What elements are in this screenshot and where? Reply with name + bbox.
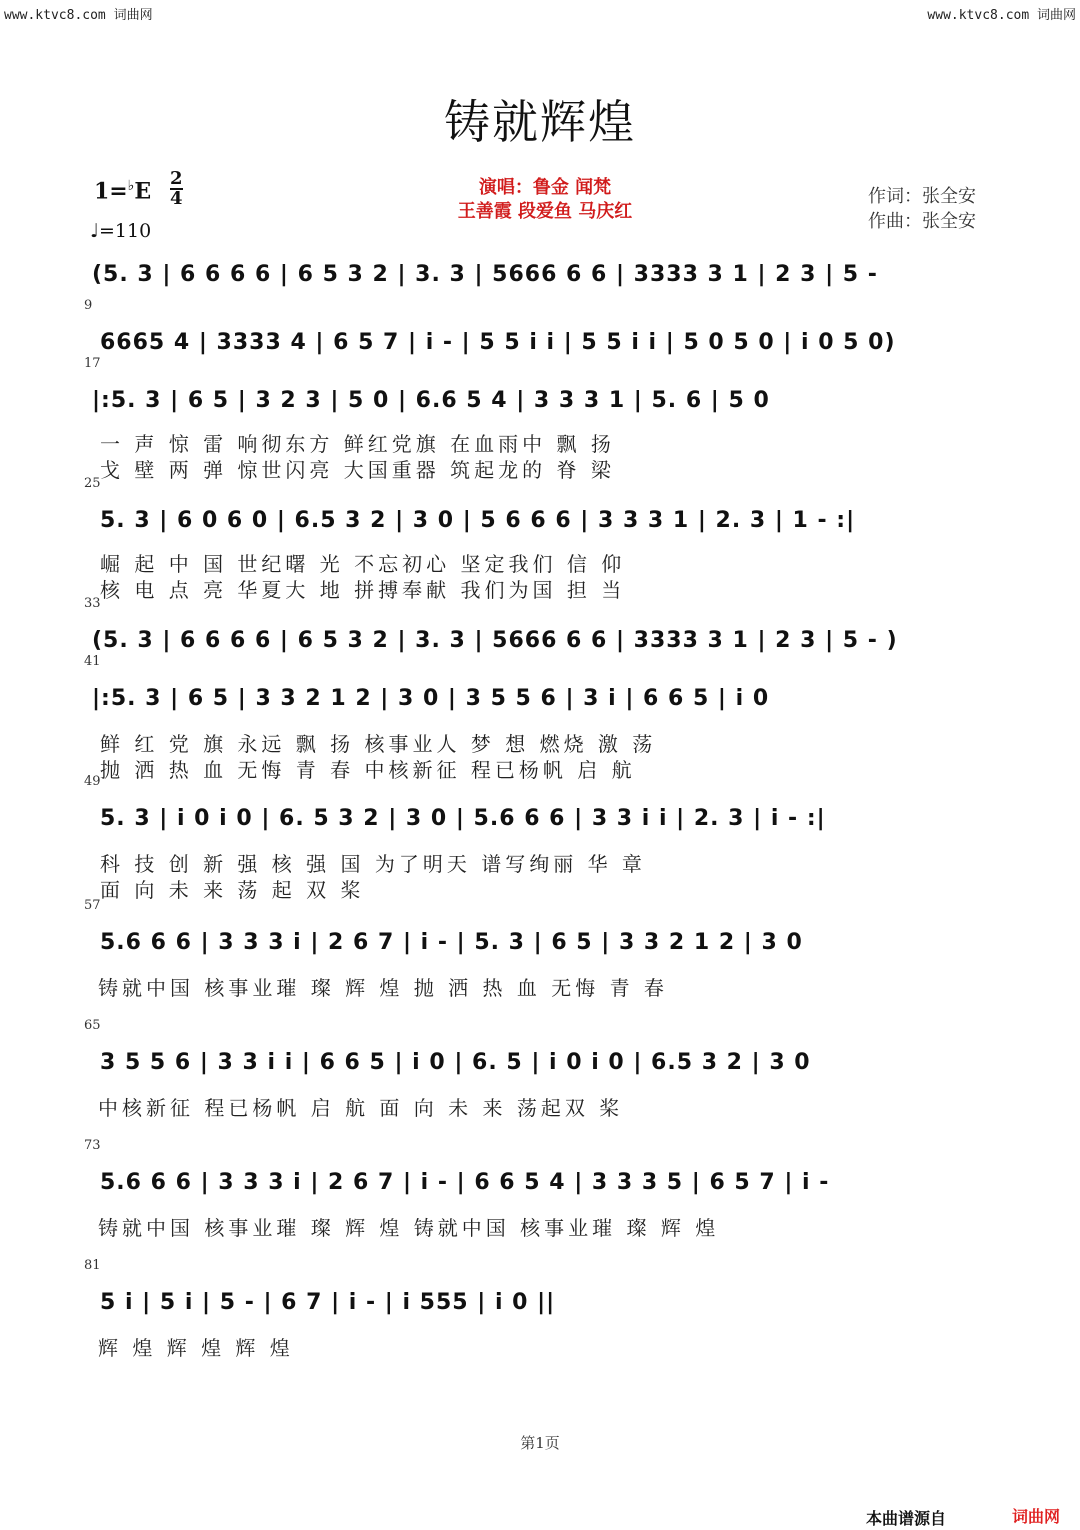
lyrics-verse2: 面 向 未 来 荡 起 双 桨 (100, 878, 365, 902)
notes-line: 6665 4 | 3333 4 | 6 5 7 | i - | 5 5 i i | 5 5 i i | 5 0 5 0 | i 0 5 0) (100, 330, 896, 355)
notes-line: 5.6 6 6 | 3 3 3 i | 2 6 7 | i - | 5. 3 | 6 5 | 3 3 2 1 2 | 3 0 (100, 930, 803, 955)
notes-line: (5. 3 | 6 6 6 6 | 6 5 3 2 | 3. 3 | 5666 6 6 | 3333 3 1 | 2 3 | 5 - ) (92, 628, 898, 653)
lyrics-verse1: 中核新征 程已杨帆 启 航 面 向 未 来 荡起双 桨 (98, 1096, 624, 1120)
score-row-11 (0, 1258, 1080, 1378)
performers (430, 176, 660, 224)
measure-number: 81 (84, 1258, 101, 1273)
lyrics-verse1: 铸就中国 核事业璀 璨 辉 煌 抛 洒 热 血 无悔 青 春 (98, 976, 668, 1000)
composer: 作曲：张全安 (868, 211, 976, 232)
score-row-3 (0, 356, 1080, 482)
score-row-7 (0, 774, 1080, 902)
footer-source: 本曲谱源自 (866, 1509, 947, 1528)
lyrics-verse1: 辉 煌 辉 煌 辉 煌 (98, 1336, 294, 1360)
time-signature-bottom: 4 (170, 188, 183, 209)
lyrics-verse2: 戈 壁 两 弹 惊世闪亮 大国重器 筑起龙的 脊 梁 (100, 458, 615, 482)
lyricist: 作词：张全安 (868, 186, 976, 207)
footer-site-link[interactable]: 词曲网 (1012, 1507, 1061, 1526)
time-signature-top: 2 (170, 168, 183, 189)
time-signature (170, 170, 183, 208)
page-number: 第1页 (520, 1434, 560, 1452)
lyrics-verse2: 抛 洒 热 血 无悔 青 春 中核新征 程已杨帆 启 航 (100, 758, 636, 782)
notes-line: 5.6 6 6 | 3 3 3 i | 2 6 7 | i - | 6 6 5 4 | 3 3 3 5 | 6 5 7 | i - (100, 1170, 830, 1195)
watermark-right: www.ktvc8.com 词曲网 (927, 8, 1076, 23)
lyrics-verse1: 一 声 惊 雷 响彻东方 鲜红党旗 在血雨中 飘 扬 (100, 432, 615, 456)
notes-line: (5. 3 | 6 6 6 6 | 6 5 3 2 | 3. 3 | 5666 6 6 | 3333 3 1 | 2 3 | 5 - (92, 262, 878, 287)
credits (868, 184, 976, 234)
measure-number: 41 (84, 654, 101, 669)
song-title: 铸就辉煌 (444, 95, 636, 149)
score-row-10 (0, 1138, 1080, 1258)
notes-line: 5. 3 | i 0 i 0 | 6. 5 3 2 | 3 0 | 5.6 6 6 | 3 3 i i | 2. 3 | i - :| (100, 806, 826, 831)
measure-number: 49 (84, 774, 101, 789)
tempo-value: =110 (98, 220, 152, 242)
flat-sign: ♭ (127, 178, 135, 194)
measure-number: 33 (84, 596, 101, 611)
notes-line: |:5. 3 | 6 5 | 3 3 2 1 2 | 3 0 | 3 5 5 6 | 3 i | 6 6 5 | i 0 (92, 686, 770, 711)
tempo-marking (90, 220, 151, 242)
notes-line: 3 5 5 6 | 3 3 i i | 6 6 5 | i 0 | 6. 5 | i 0 i 0 | 6.5 3 2 | 3 0 (100, 1050, 811, 1075)
score-row-4 (0, 476, 1080, 602)
measure-number: 65 (84, 1018, 101, 1033)
measure-number: 57 (84, 898, 101, 913)
key-signature (94, 178, 151, 204)
score-row-9 (0, 1018, 1080, 1138)
score-row-8 (0, 898, 1080, 1018)
measure-number: 25 (84, 476, 101, 491)
key-note: E (134, 178, 152, 205)
measure-number: 9 (84, 298, 93, 313)
notes-line: |:5. 3 | 6 5 | 3 2 3 | 5 0 | 6.6 5 4 | 3 3 3 1 | 5. 6 | 5 0 (92, 388, 770, 413)
quarter-note-icon: ♩ (90, 220, 99, 242)
notes-line: 5 i | 5 i | 5 - | 6 7 | i - | i 555 | i 0 || (100, 1290, 556, 1315)
lyrics-verse1: 铸就中国 核事业璀 璨 辉 煌 铸就中国 核事业璀 璨 辉 煌 (98, 1216, 720, 1240)
lyrics-verse1: 鲜 红 党 旗 永远 飘 扬 核事业人 梦 想 燃烧 激 荡 (100, 732, 657, 756)
key-label: 1= (94, 178, 128, 205)
notes-line: 5. 3 | 6 0 6 0 | 6.5 3 2 | 3 0 | 5 6 6 6 | 3 3 3 1 | 2. 3 | 1 - :| (100, 508, 856, 533)
lyrics-verse1: 崛 起 中 国 世纪曙 光 不忘初心 坚定我们 信 仰 (100, 552, 626, 576)
measure-number: 73 (84, 1138, 101, 1153)
lyrics-verse1: 科 技 创 新 强 核 强 国 为了明天 谱写绚丽 华 章 (100, 852, 646, 876)
watermark-left: www.ktvc8.com 词曲网 (4, 8, 153, 23)
measure-number: 17 (84, 356, 101, 371)
performers-line1: 演唱：鲁金 闻梵 (478, 177, 612, 198)
lyrics-verse2: 核 电 点 亮 华夏大 地 拼搏奉献 我们为国 担 当 (100, 578, 626, 602)
performers-line2: 王善霞 段爱鱼 马庆红 (457, 201, 633, 222)
